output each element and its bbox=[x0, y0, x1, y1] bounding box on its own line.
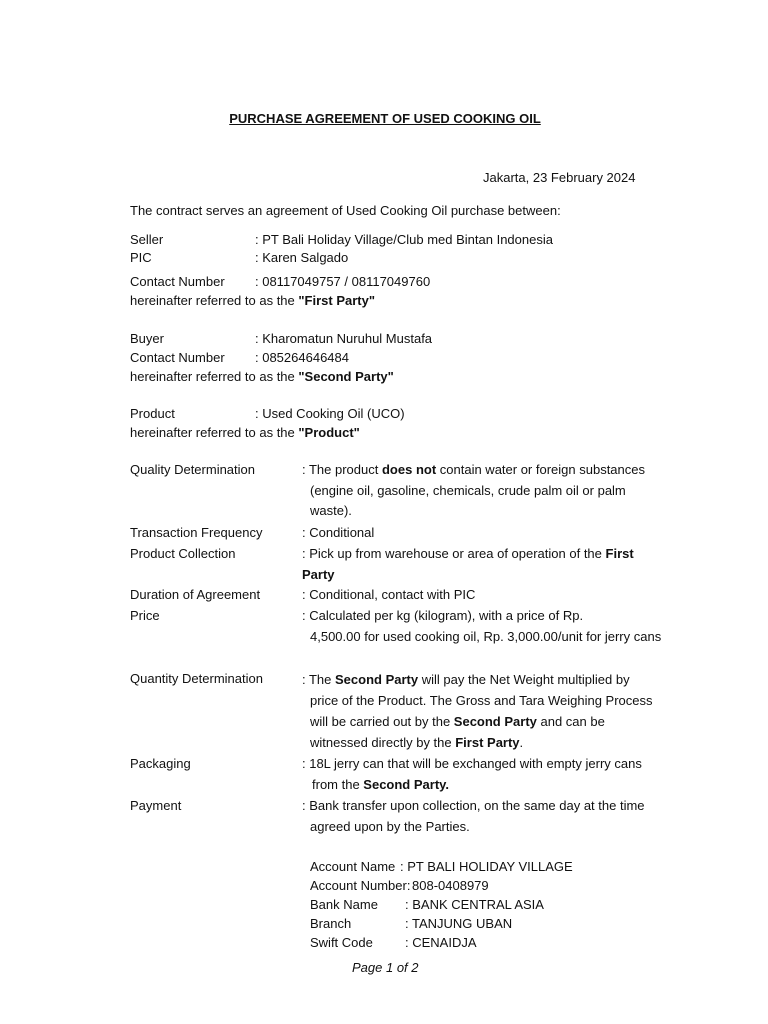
swift-code-value: : CENAIDJA bbox=[405, 935, 477, 950]
branch-value: : TANJUNG UBAN bbox=[405, 916, 513, 931]
buyer-value: : Kharomatun Nuruhul Mustafa bbox=[255, 331, 433, 346]
buyer-label: Buyer bbox=[130, 331, 164, 346]
product-term: "Product" bbox=[298, 425, 360, 440]
bank-name-value: : BANK CENTRAL ASIA bbox=[405, 897, 544, 912]
pic-label: PIC bbox=[130, 250, 152, 265]
buyer-contact-label: Contact Number bbox=[130, 350, 225, 365]
second-party-term: "Second Party" bbox=[298, 369, 394, 384]
product-label: Product bbox=[130, 406, 175, 421]
document-title: PURCHASE AGREEMENT OF USED COOKING OIL bbox=[229, 111, 541, 126]
product-reference: hereinafter referred to as the "Product" bbox=[130, 425, 360, 440]
first-party-term: "First Party" bbox=[298, 293, 376, 308]
frequency-value: : Conditional bbox=[302, 525, 375, 540]
first-party-reference: hereinafter referred to as the "First Party" bbox=[130, 293, 376, 308]
collection-label: Product Collection bbox=[130, 546, 236, 561]
buyer-contact-value: : 085264646484 bbox=[255, 350, 349, 365]
product-value: : Used Cooking Oil (UCO) bbox=[255, 406, 405, 421]
document-page: PURCHASE AGREEMENT OF USED COOKING OIL Jakarta, 23 February 2024 The contract serves an agreement of Used Cooking Oil purchase between: Seller : PT Bali Holiday Village/Club med Bintan Indonesia PIC : Karen Salgado Contact Number : 08117049757 / 08117049760 hereinafter referred to as the "First Party" Buyer : Kharomatun Nuruhul Mustafa Contact Number : 085264646484 hereinafter referred to as the "Second Party" Product : Used Cooking Oil (UCO) hereinafter referred to as the "Product" Quality Determination : The product does not contain water or foreign substances (engine oil, gasoline, chemicals, crude palm oil or palm waste). Transaction Frequency : Conditional Product Collection : Pick up from warehouse or area of operation of the First Party Duration of Agreement : Conditional, contact with PIC Price : Calculated per kg (kilogram), with a price of Rp. 4,500.00 for used cooking oil, Rp. 3,000.00/unit for jerry cans Quantity Determination : The Second Party will pay the Net Weight multiplied by price of the Product. The Gross and Tara Weighing Process will be carried out by the Second Party and can be witnessed directly by the First Party. Packaging : 18L jerry can that will be exchanged with empty jerry cans from the Second Party. Payment : Bank transfer upon collection, on the same day at the time agreed upon by the Parties. Account Name : PT BALI HOLIDAY VILLAGE Account Number: 808-0408979 Bank Name : BANK CENTRAL ASIA Branch : TANJUNG UBAN Swift Code : CENAIDJA Page 1 of 2 bbox=[0, 0, 768, 1024]
seller-contact-value: : 08117049757 / 08117049760 bbox=[255, 274, 431, 289]
frequency-label: Transaction Frequency bbox=[130, 525, 263, 540]
payment-label: Payment bbox=[130, 798, 182, 813]
second-party-reference: hereinafter referred to as the "Second Party" bbox=[130, 369, 394, 384]
document-date: Jakarta, 23 February 2024 bbox=[483, 170, 636, 185]
seller-contact-label: Contact Number bbox=[130, 274, 225, 289]
pic-value: : Karen Salgado bbox=[255, 250, 349, 265]
seller-label: Seller bbox=[130, 232, 164, 247]
account-name-value: : PT BALI HOLIDAY VILLAGE bbox=[400, 859, 573, 874]
price-label: Price bbox=[130, 608, 160, 623]
intro-paragraph: The contract serves an agreement of Used Cooking Oil purchase between: bbox=[130, 203, 561, 218]
seller-value: : PT Bali Holiday Village/Club med Bintan Indonesia bbox=[255, 232, 553, 247]
collection-value: : Pick up from warehouse or area of operation of the First Party bbox=[302, 546, 634, 582]
quantity-label: Quantity Determination bbox=[130, 671, 263, 686]
duration-label: Duration of Agreement bbox=[130, 587, 261, 602]
payment-value: : Bank transfer upon collection, on the same day at the time agreed upon by the Parties. bbox=[302, 798, 645, 834]
packaging-label: Packaging bbox=[130, 756, 191, 771]
duration-value: : Conditional, contact with PIC bbox=[302, 587, 476, 602]
quality-value: : The product does not contain water or foreign substances (engine oil, gasoline, chemicals, crude palm oil or palm waste). bbox=[302, 462, 645, 518]
price-value: : Calculated per kg (kilogram), with a price of Rp. 4,500.00 for used cooking oil, Rp. 3,000.00/unit for jerry cans bbox=[302, 608, 662, 644]
account-number-value: 808-0408979 bbox=[412, 878, 489, 893]
page-number: Page 1 of 2 bbox=[352, 960, 419, 975]
packaging-value: : 18L jerry can that will be exchanged with empty jerry cans from the Second Party. bbox=[302, 756, 642, 792]
quality-label: Quality Determination bbox=[130, 462, 255, 477]
quantity-value: : The Second Party will pay the Net Weight multiplied by price of the Product. The Gross and Tara Weighing Process will be carried out by the Second Party and can be witnessed directly by the First Party. bbox=[302, 672, 653, 750]
